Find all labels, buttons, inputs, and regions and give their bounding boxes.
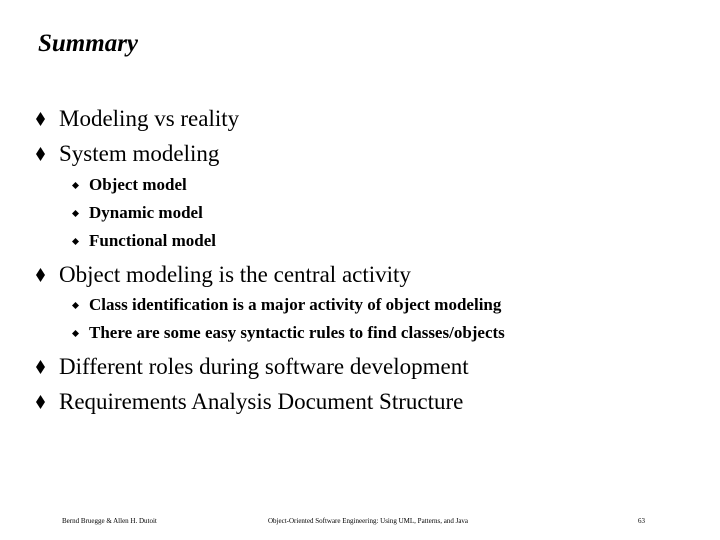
sub-bullet-text: Functional model <box>89 231 217 250</box>
sub-bullet-text: Object model <box>89 175 187 194</box>
diamond-bullet-icon <box>36 268 45 282</box>
bullet-text: Different roles during software development <box>59 354 469 379</box>
slide-title: Summary <box>38 30 139 57</box>
diamond-bullet-icon <box>72 330 79 337</box>
sub-bullet-text: There are some easy syntactic rules to find classes/objects <box>89 323 505 342</box>
bullet-text: System modeling <box>59 141 220 166</box>
diamond-bullet-icon <box>36 112 45 126</box>
bullet-text: Requirements Analysis Document Structure <box>59 389 464 414</box>
bullet-text: Object modeling is the central activity <box>59 262 411 287</box>
diamond-bullet-icon <box>72 182 79 189</box>
footer-authors: Bernd Bruegge & Allen H. Dutoit <box>62 517 157 525</box>
diamond-bullet-icon <box>36 147 45 161</box>
sub-bullet-text: Dynamic model <box>89 203 203 222</box>
diamond-bullet-icon <box>36 360 45 374</box>
footer-page-number: 63 <box>638 517 645 525</box>
footer-book-title: Object-Oriented Software Engineering: Using UML, Patterns, and Java <box>268 517 469 525</box>
diamond-bullet-icon <box>36 395 45 409</box>
diamond-bullet-icon <box>72 238 79 245</box>
sub-bullet-text: Class identification is a major activity of object modeling <box>89 295 502 314</box>
bullet-text: Modeling vs reality <box>59 106 240 131</box>
diamond-bullet-icon <box>72 302 79 309</box>
diamond-bullet-icon <box>72 210 79 217</box>
